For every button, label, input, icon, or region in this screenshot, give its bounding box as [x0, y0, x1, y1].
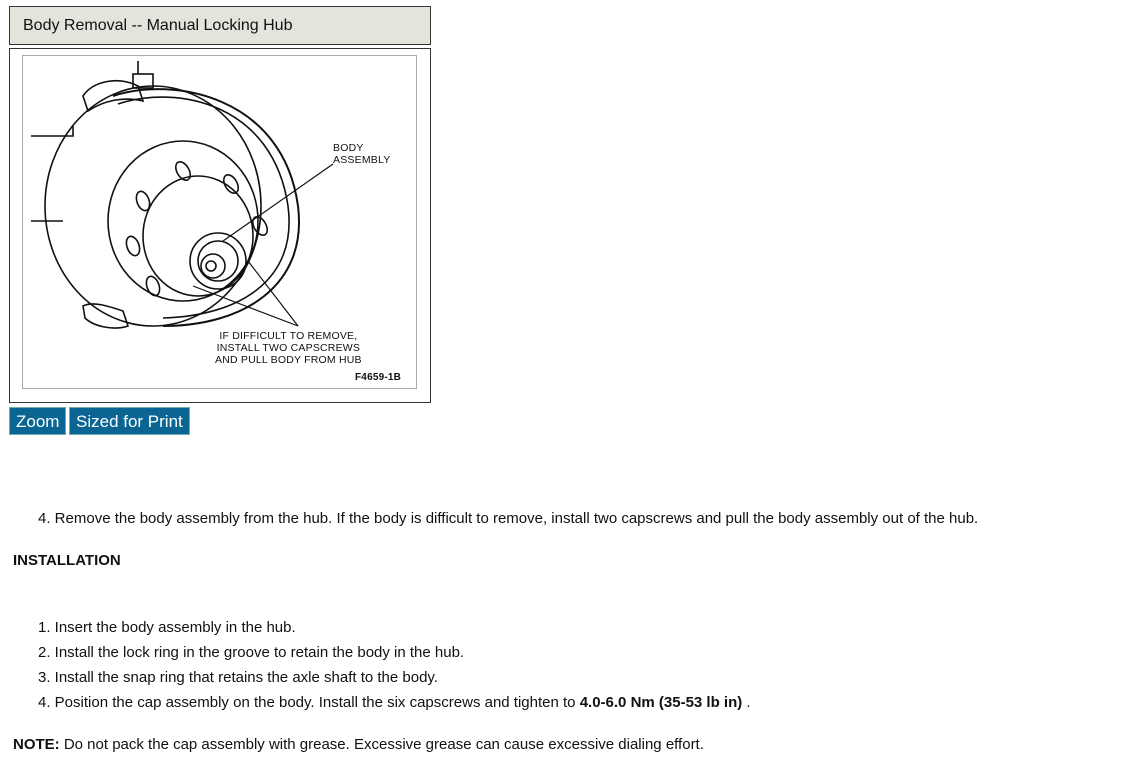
sized-for-print-button[interactable]: Sized for Print [69, 407, 190, 435]
step-4-end: . [742, 694, 751, 711]
installation-step-3: 3. Install the snap ring that retains the axle shaft to the body. [38, 669, 438, 686]
installation-step-4 [38, 694, 751, 711]
note-text: Do not pack the cap assembly with grease. Excessive grease can cause excessive dialing effort. [59, 736, 704, 753]
installation-step-1: 1. Insert the body assembly in the hub. [38, 619, 296, 636]
installation-heading: INSTALLATION [13, 552, 121, 569]
figure-title: Body Removal -- Manual Locking Hub [23, 17, 293, 34]
installation-step-2: 2. Install the lock ring in the groove to retain the body in the hub. [38, 644, 465, 661]
removal-step-4: 4. Remove the body assembly from the hub. If the body is difficult to remove, install two capscrews and pull the body assembly out of the hub. [38, 510, 979, 527]
hub-illustration [22, 55, 417, 389]
figure-code: F4659-1B [355, 372, 402, 383]
figure-frame [9, 48, 431, 403]
removal-note-label: IF DIFFICULT TO REMOVE, INSTALL TWO CAPSCREWS AND PULL BODY FROM HUB [215, 330, 362, 366]
step-4-text: 4. Position the cap assembly on the body. Install the six capscrews and tighten to [38, 694, 580, 711]
torque-spec: 4.0-6.0 Nm (35-53 lb in) [579, 694, 743, 711]
grease-note [13, 736, 704, 753]
note-label: NOTE: [13, 736, 60, 753]
figure-title-bar [9, 6, 431, 45]
zoom-button[interactable]: Zoom [9, 407, 66, 435]
body-assembly-label: BODY ASSEMBLY [333, 142, 391, 166]
